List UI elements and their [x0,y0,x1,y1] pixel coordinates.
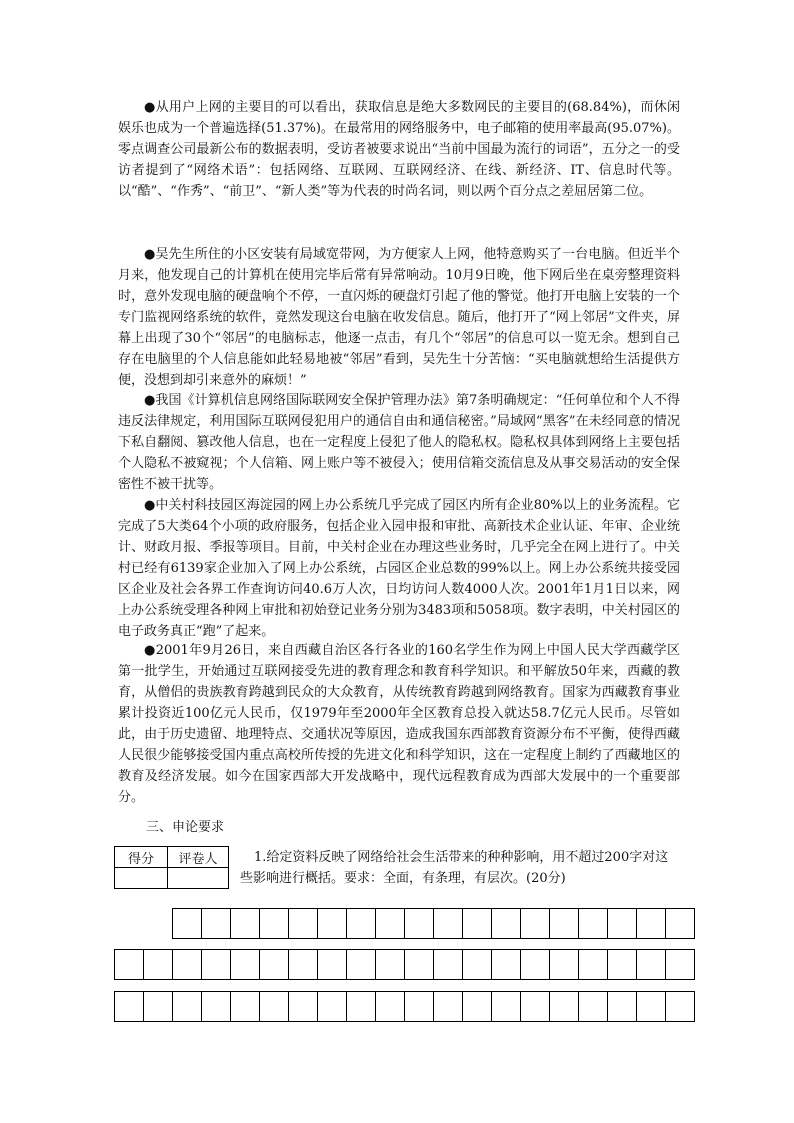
answer-grid-cell[interactable] [173,950,202,980]
answer-grid-cell[interactable] [608,950,637,980]
answer-grid-cell[interactable] [608,909,637,939]
answer-grid-cell[interactable] [637,909,666,939]
answer-grid-cell[interactable] [318,909,347,939]
answer-grid-cell[interactable] [115,992,144,1022]
answer-grid-cell[interactable] [434,909,463,939]
answer-grid-cell[interactable] [144,992,173,1022]
answer-grid-cell[interactable] [144,950,173,980]
answer-grid-cell[interactable] [405,950,434,980]
answer-grid-cell[interactable] [347,909,376,939]
answer-grid-cell[interactable] [376,909,405,939]
answer-grid-cell[interactable] [550,909,579,939]
answer-grid-cell[interactable] [434,992,463,1022]
answer-grid-cell[interactable] [463,950,492,980]
answer-grid-cell[interactable] [463,909,492,939]
grader-cell[interactable] [168,868,229,889]
answer-grid-cell[interactable] [289,992,318,1022]
answer-grid-row-3[interactable] [114,991,695,1022]
material-paragraph-1: ●从用户上网的主要目的可以看出，获取信息是绝大多数网民的主要目的(68.84%)，而休闲娱乐也成为一个普遍选择(51.37%)。在最常用的网络服务中，电子邮箱的使用率最高(95.07%)。零点调查公司最新公布的数据表明，受访者被要求说出“当前中国最为流行的词语”，五分之一的受访者提到了“网络术语”：包括网络、互联网、互联网经济、在线、新经济、IT、信息时代等。以“酷”、“作秀”、“前卫”、“新人类”等为代表的时尚名词，则以两个百分点之差屈居第二位。 [118,100,680,199]
answer-grid-cell[interactable] [173,992,202,1022]
answer-grid-cell[interactable] [666,992,695,1022]
material-paragraph-3: ●我国《计算机信息网络国际联网安全保护管理办法》第7条明确规定：“任何单位和个人不得违反法律规定，利用国际互联网侵犯用户的通信自由和通信秘密。”局域网“黑客”在未经同意的情况下私自翻阅、篡改他人信息，也在一定程度上侵犯了他人的隐私权。隐私权具体到网络上主要包括个人隐私不被窥视；个人信箱、网上账户等不被侵入；使用信箱交流信息及从事交易活动的安全保密性不被干扰等。 [118,393,680,492]
answer-grid-cell[interactable] [231,909,260,939]
answer-grid-cell[interactable] [231,950,260,980]
answer-grid-cell[interactable] [115,950,144,980]
answer-grid-cell[interactable] [173,909,202,939]
answer-grid-cell[interactable] [202,992,231,1022]
answer-grid-cell[interactable] [521,950,550,980]
answer-grid-cell[interactable] [318,950,347,980]
answer-grid-cell[interactable] [550,950,579,980]
answer-grid-cell[interactable] [260,950,289,980]
answer-grid-cell[interactable] [405,909,434,939]
answer-grid-cell[interactable] [463,992,492,1022]
answer-grid-cell[interactable] [637,992,666,1022]
answer-grid-cell[interactable] [579,950,608,980]
answer-grid-cell[interactable] [376,950,405,980]
answer-grid-cell[interactable] [492,909,521,939]
answer-grid-cell[interactable] [260,992,289,1022]
answer-grid-cell[interactable] [405,992,434,1022]
answer-grid-cell[interactable] [521,992,550,1022]
answer-grid-cell[interactable] [376,992,405,1022]
answer-grid-cell[interactable] [202,950,231,980]
answer-grid-cell[interactable] [289,950,318,980]
score-label: 得分 [115,847,168,868]
answer-grid-cell[interactable] [347,992,376,1022]
answer-grid-cell[interactable] [492,992,521,1022]
material-paragraph-5: ●2001年9月26日，来自西藏自治区各行各业的160名学生作为网上中国人民大学西藏学区第一批学生，开始通过互联网接受先进的教育理念和教育科学知识。和平解放50年来，西藏的教育，从僧侣的贵族教育跨越到民众的大众教育，从传统教育跨越到网络教育。国家为西藏教育事业累计投资近100亿元人民币，仅1979年至2000年全区教育总投入就达58.7亿元人民币。尽管如此，由于历史遗留、地理特点、交通状况等原因，造成我国东西部教育资源分布不平衡，使得西藏人民很少能够接受国内重点高校所传授的先进文化和科学知识，这在一定程度上制约了西藏地区的教育及经济发展。如今在国家西部大开发战略中，现代远程教育成为西部大发展中的一个重要部分。 [118,643,680,805]
answer-grid-cell[interactable] [666,950,695,980]
answer-grid-cell[interactable] [550,992,579,1022]
score-table [114,846,229,889]
answer-grid-cell[interactable] [289,909,318,939]
material-paragraph-2: ●吴先生所住的小区安装有局域宽带网，为方便家人上网，他特意购买了一台电脑。但近半个月来，他发现自己的计算机在使用完毕后常有异常响动。10月9日晚，他下网后坐在桌旁整理资料时，意外发现电脑的硬盘响个不停，一直闪烁的硬盘灯引起了他的警觉。他打开电脑上安装的一个专门监视网络系统的软件，竟然发现这台电脑在收发信息。随后，他打开了“网上邻居”文件夹，屏幕上出现了30个“邻居”的电脑标志，他逐一点击，有几个“邻居”的信息可以一览无余。想到自己存在电脑里的个人信息能如此轻易地被“邻居”看到，吴先生十分苦恼：“买电脑就想给生活提供方便，没想到却引来意外的麻烦！” [118,247,680,388]
answer-grid-cell[interactable] [521,909,550,939]
answer-grid-cell[interactable] [666,909,695,939]
grader-label: 评卷人 [168,847,229,868]
answer-grid-cell[interactable] [637,950,666,980]
section-heading: 三、申论要求 [146,820,225,835]
answer-grid-cell[interactable] [202,909,231,939]
answer-grid-cell[interactable] [260,909,289,939]
answer-grid-cell[interactable] [347,950,376,980]
answer-grid-cell[interactable] [231,992,260,1022]
answer-grid-cell[interactable] [434,950,463,980]
material-paragraph-4: ●中关村科技园区海淀园的网上办公系统几乎完成了园区内所有企业80%以上的业务流程。它完成了5大类64个小项的政府服务，包括企业入园申报和审批、高新技术企业认证、年审、企业统计、财政月报、季报等项目。目前，中关村企业在办理这些业务时，几乎完全在网上进行了。中关村已经有6139家企业加入了网上办公系统，占园区企业总数的99%以上。网上办公系统共接受园区企业及社会各界工作查询访问40.6万人次，日均访问人数4000人次。2001年1月1日以来，网上办公系统受理各种网上审批和初始登记业务分别为3483项和5058项。数字表明，中关村园区的电子政务真正“跑”了起来。 [118,498,680,639]
question-1: 1.给定资料反映了网络给社会生活带来的种种影响，用不超过200字对这些影响进行概括。要求：全面，有条理，有层次。(20分) [240,850,669,886]
answer-grid-row-2[interactable] [114,949,695,980]
answer-grid-row-1[interactable] [172,908,695,939]
answer-grid-cell[interactable] [579,992,608,1022]
answer-grid-cell[interactable] [492,950,521,980]
score-cell[interactable] [115,868,168,889]
answer-grid-cell[interactable] [608,992,637,1022]
answer-grid-cell[interactable] [579,909,608,939]
answer-grid-cell[interactable] [318,992,347,1022]
